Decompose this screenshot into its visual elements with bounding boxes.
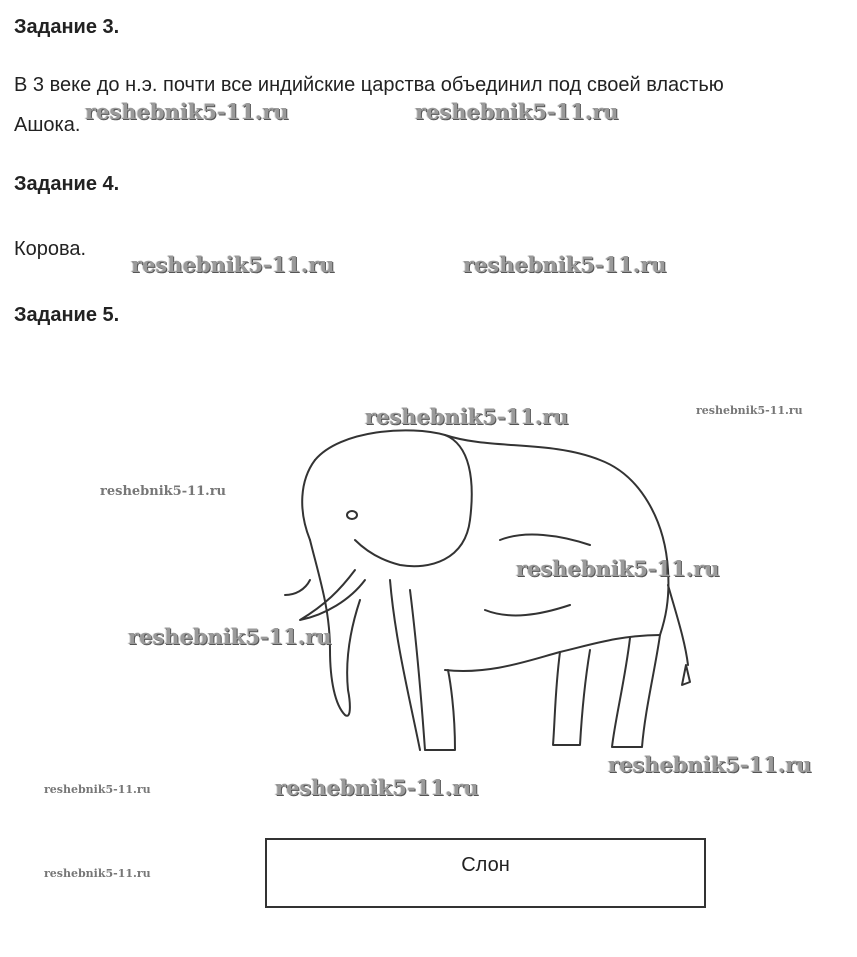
watermark: reshebnik5-11.ru [696,404,803,417]
watermark: reshebnik5-11.ru [131,252,335,277]
watermark: reshebnik5-11.ru [85,99,289,124]
watermark: reshebnik5-11.ru [608,752,812,777]
task-3-text-line1: В 3 веке до н.э. почти все индийские царства объединил под своей властью [14,74,724,96]
task-3-title: Задание 3. [14,16,120,38]
watermark: reshebnik5-11.ru [44,867,151,880]
watermark: reshebnik5-11.ru [365,404,569,429]
watermark: reshebnik5-11.ru [516,556,720,581]
watermark: reshebnik5-11.ru [128,624,332,649]
watermark: reshebnik5-11.ru [100,484,227,499]
watermark: reshebnik5-11.ru [275,775,479,800]
elephant-drawing-icon [270,420,710,760]
task-4-title: Задание 4. [14,173,120,195]
task-3-text-line2: Ашока. [14,114,81,136]
task-5-title: Задание 5. [14,304,120,326]
watermark: reshebnik5-11.ru [44,783,151,796]
task-5-answer-box [265,838,706,908]
task-5-answer: Слон [461,854,510,876]
watermark: reshebnik5-11.ru [463,252,667,277]
watermark: reshebnik5-11.ru [415,99,619,124]
task-4-answer: Корова. [14,238,87,260]
